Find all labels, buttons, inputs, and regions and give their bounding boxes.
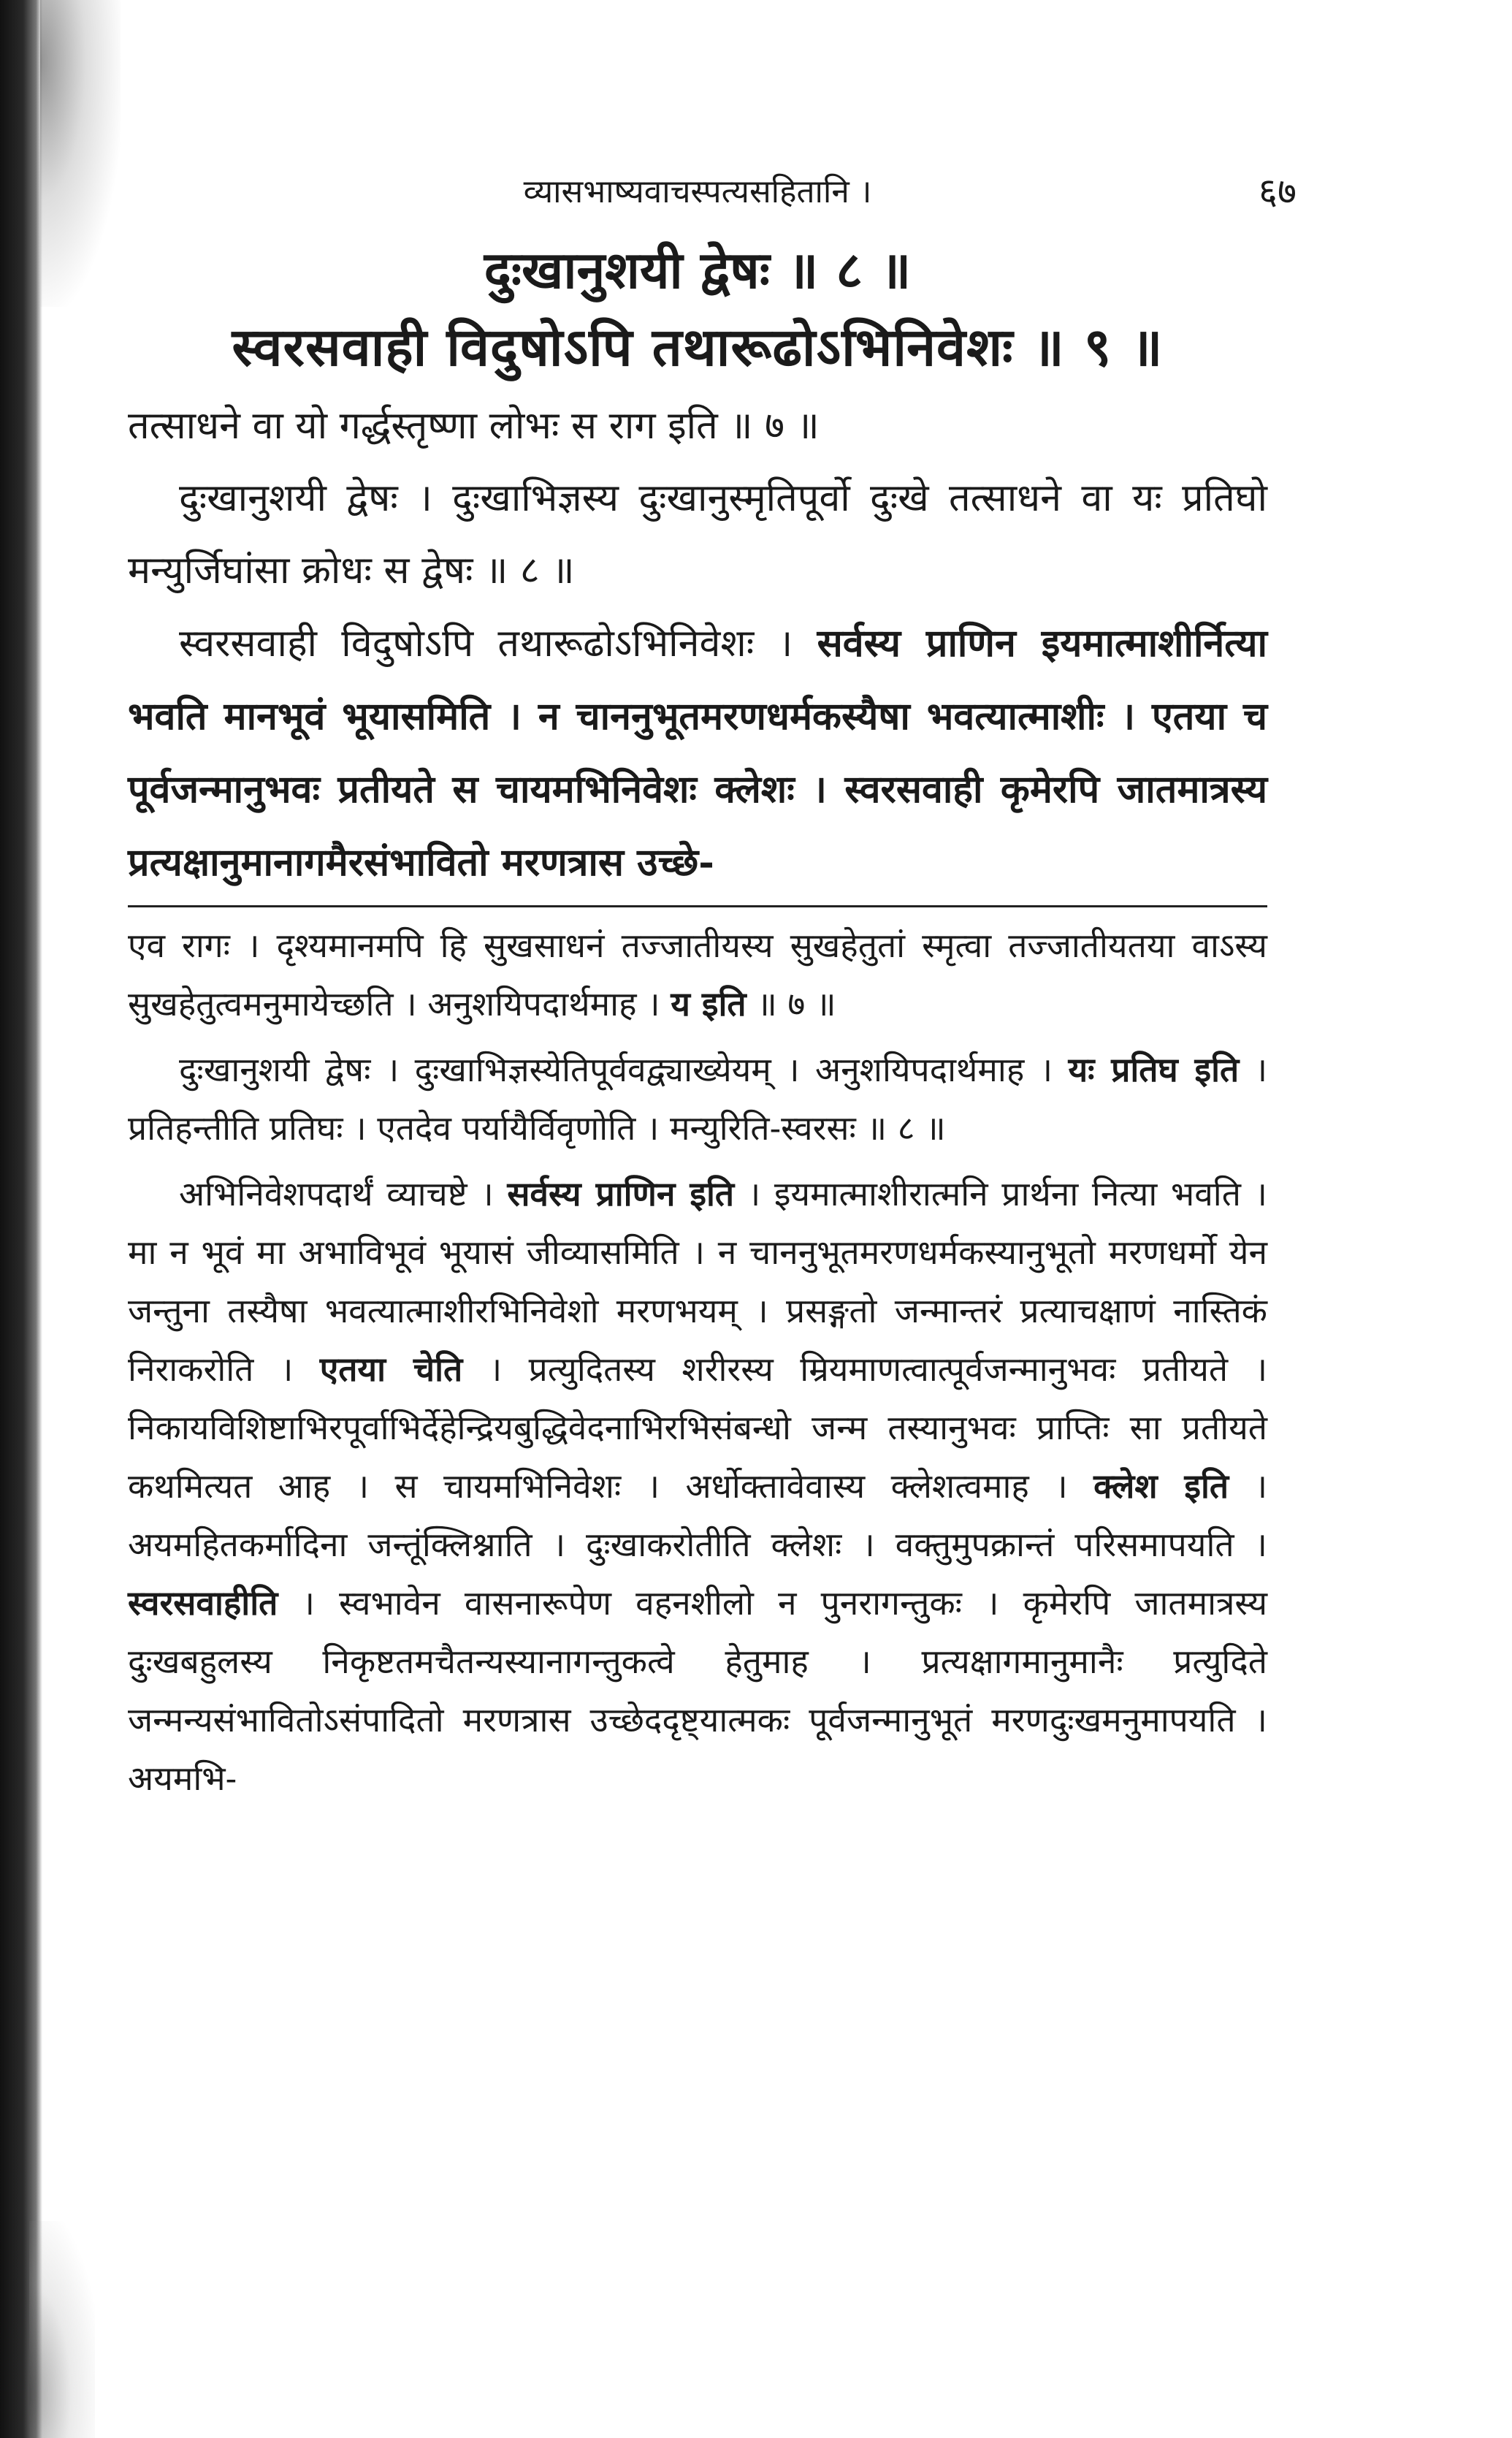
- commentary-paragraph-2: [128, 1040, 1267, 1157]
- bhashya-section: [128, 390, 1267, 899]
- commentary-paragraph-1: [128, 916, 1267, 1033]
- bhashya-paragraph-1: तत्साधने वा यो गर्द्धस्तृष्णा लोभः स राग इति ॥ ७ ॥: [128, 404, 820, 448]
- commentary-pratika: सर्वस्य प्राणिन इति: [507, 1174, 735, 1214]
- commentary-text: । अर्धोक्तावेवास्य क्लेशत्वमाह ।: [646, 1466, 1068, 1506]
- bhashya-paragraph-3: [128, 607, 1267, 899]
- commentary-text: । इयमात्माशीरात्मनि प्रार्थना नित्या भवति । मा न भूवं मा अभाविभूवं भूयासं जीव्यासमिति । न चाननुभूतमरणधर्मकस्यानुभूतो मरणधर्मो येन जन्तुना तस्यैषा भवत्यात्माशीरभिनिवेशो मरणभयम् । प्रसङ्गतो जन्मान्तरं प्रत्याचक्षाणं नास्तिकं निराकरोति ।: [128, 1174, 1267, 1389]
- bhashya-lead: स्वरसवाही विदुषोऽपि तथारूढोऽभिनिवेशः ।: [179, 622, 793, 666]
- commentary-pratika: य इति: [671, 984, 747, 1024]
- commentary-text: एव रागः । दृश्यमानमपि हि सुखसाधनं तज्जातीयस्य सुखहेतुतां स्मृत्वा तज्जातीयतया वाऽस्य सुखहेतुत्वमनुमायेच्छति । अनुशयिपदार्थमाह ।: [128, 926, 1267, 1024]
- commentary-pratika: स्वरसवाहीति: [128, 1583, 278, 1623]
- section-divider: [128, 905, 1267, 907]
- commentary-text: दुःखानुशयी द्वेषः । दुःखाभिज्ञस्येतिपूर्ववद्व्याख्येयम् । अनुशयिपदार्थमाह ।: [179, 1050, 1053, 1089]
- page-header: [128, 146, 1297, 226]
- sutra-8: दुःखानुशयी द्वेषः ॥ ८ ॥: [484, 240, 912, 300]
- book-page: [128, 146, 1297, 1815]
- page-binding-shadow: [0, 0, 42, 2438]
- page-binding-speckle-bottom: [29, 2221, 95, 2438]
- commentary-text: । प्रत्युदितस्य शरीरस्य म्रियमाणत्वात्पूर्वजन्मानुभवः प्रतीयते । निकायविशिष्टाभिरपूर्वाभिर्देहेन्द्रियबुद्धिवेदनाभिरभिसंबन्धो जन्म तस्यानुभवः प्राप्तिः सा प्रतीयते कथमित्यत आह ।: [128, 1349, 1268, 1506]
- commentary-pratika: यः प्रतिघ इति: [1068, 1050, 1240, 1089]
- page-binding-speckle-top: [40, 0, 121, 307]
- commentary-text: स चायमभिनिवेशः: [394, 1466, 622, 1506]
- commentary-pratika: एतया चेति: [319, 1349, 463, 1389]
- commentary-section: [128, 916, 1267, 1807]
- commentary-text: । अयमहितकर्मादिना जन्तूंक्लिश्नाति । दुःखाकरोतीति क्लेशः । वक्तुमुपक्रान्तं परिसमापयति ।: [128, 1466, 1268, 1564]
- commentary-text: । स्वभावेन वासनारूपेण वहनशीलो न पुनरागन्तुकः । कृमेरपि जातमात्रस्य दुःखबहुलस्य निकृष्टतमचैतन्यस्यानागन्तुकत्वे हेतुमाह । प्रत्यक्षागमानुमानैः प्रत्युदिते जन्मन्यसंभावितोऽसंपादितो मरणत्रास उच्छेददृष्ट्यात्मकः पूर्वजन्मानुभूतं मरणदुःखमनुमापयति । अयमभि-: [128, 1583, 1268, 1798]
- bhashya-text: सर्वस्य प्राणिन इयमात्माशीर्नित्या भवति मानभूवं भूयासमिति । न चाननुभूतमरणधर्मकस्यैषा भवत्यात्माशीः । एतया च पूर्वजन्मानुभवः प्रतीयते स चायमभिनिवेशः क्लेशः । स्वरसवाही कृमेरपि जातमात्रस्य प्रत्यक्षानुमानागमैरसंभावितो मरणत्रास उच्छे-: [128, 621, 1267, 885]
- running-title: व्यासभाष्यवाचस्पत्यसहितानि ।: [523, 173, 872, 210]
- commentary-text: । प्रतिहन्तीति प्रतिघः । एतदेव पर्यायैर्विवृणोति । मन्युरिति-स्वरसः ॥ ८ ॥: [128, 1050, 1268, 1148]
- bhashya-paragraph-2: दुःखानुशयी द्वेषः । दुःखाभिज्ञस्य दुःखानुस्मृतिपूर्वो दुःखे तत्साधने वा यः प्रतिघो मन्युर्जिघांसा क्रोधः स द्वेषः ॥ ८ ॥: [128, 476, 1267, 593]
- page-number: ६७: [1259, 170, 1297, 213]
- sutra-9: स्वरसवाही विदुषोऽपि तथारूढोऽभिनिवेशः ॥ ९ ॥: [232, 316, 1164, 378]
- commentary-paragraph-3: [128, 1165, 1267, 1807]
- commentary-text: अभिनिवेशपदार्थं व्याचष्टे ।: [179, 1174, 494, 1214]
- commentary-pratika: क्लेश इति: [1093, 1466, 1229, 1506]
- commentary-text: ॥ ७ ॥: [757, 984, 836, 1024]
